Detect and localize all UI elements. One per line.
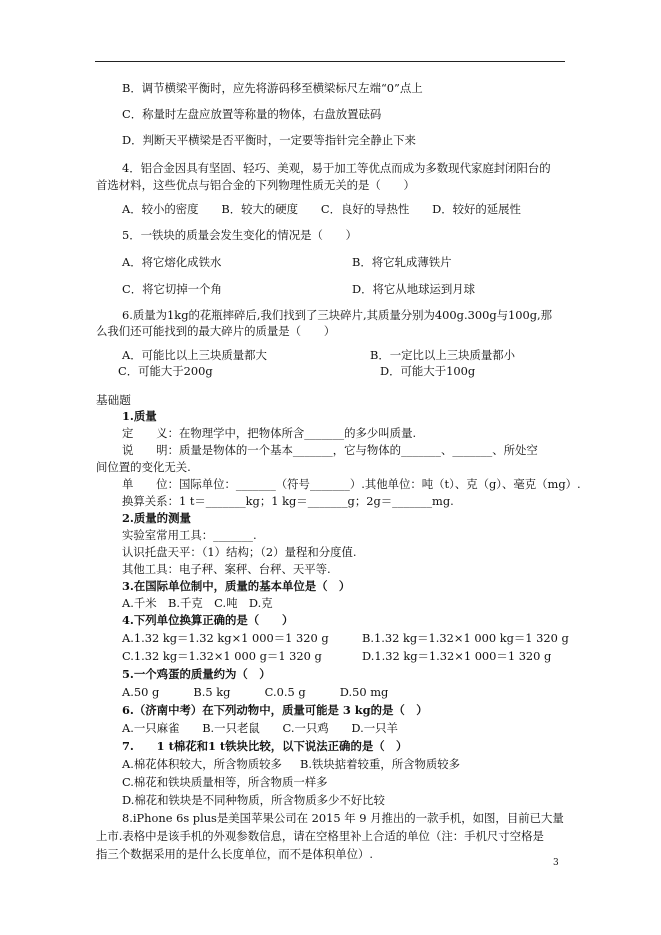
question-4-line1: 4．铝合金因具有坚固、轻巧、美观，易于加工等优点而成为多数现代家庭封闭阳台的 <box>122 161 551 175</box>
choice-b4d: D.1.32 kg＝1.32×1 000＝1 320 g <box>362 649 552 663</box>
question-b8-line1: 8.iPhone 6s plus是美国苹果公司在 2015 年 9 月推出的一款手机，如图，目前已大量 <box>122 811 564 825</box>
choice-5c: C．将它切掉一个角 <box>122 282 222 296</box>
balance-line: 认识托盘天平：（1）结构；（2）量程和分度值. <box>122 545 357 559</box>
choice-5b: B．将它轧成薄铁片 <box>352 255 452 269</box>
choice-6a: A．可能比以上三块质量都大 <box>122 348 267 362</box>
question-b6: 6.（济南中考）在下列动物中，质量可能是 3 kg的是（ ） <box>122 703 428 717</box>
choice-5a: A．将它熔化成铁水 <box>122 255 222 269</box>
choice-b7b: B.铁块掂着较重，所含物质较多 <box>300 757 461 771</box>
question-4-line2: 首选材料，这些优点与铝合金的下列物理性质无关的是（ ） <box>96 178 415 192</box>
choice-6c: C．可能大于200g <box>118 364 213 378</box>
choice-b4c: C.1.32 kg＝1.32×1 000 g＝1 320 g <box>122 649 322 663</box>
question-b5: 5.一个鸡蛋的质量约为（ ） <box>122 667 271 681</box>
question-b7: 7. 1 t棉花和1 t铁块比较，以下说法正确的是（ ） <box>122 739 408 753</box>
header-rule <box>95 61 565 62</box>
topic-2-heading: 2.质量的测量 <box>122 511 191 525</box>
choice-3c: C．称量时左盘应放置等称量的物体，右盘放置砝码 <box>122 107 382 121</box>
explanation-line1: 说 明：质量是物体的一个基本_______，它与物体的_______、_______、所处空 <box>122 443 538 457</box>
choice-6b: B．一定比以上三块质量都小 <box>370 348 516 362</box>
explanation-line2: 间位置的变化无关. <box>96 460 191 474</box>
choice-b7c: C.棉花和铁块质量相等，所含物质一样多 <box>122 775 328 789</box>
question-6-line1: 6.质量为1kg的花瓶摔碎后,我们找到了三块碎片,其质量分别为400g.300g与100g,那 <box>122 308 553 322</box>
section-title: 基础题 <box>96 393 131 407</box>
topic-1-heading: 1.质量 <box>122 409 157 423</box>
other-tools-line: 其他工具：电子秤、案秤、台秤、天平等. <box>122 562 331 576</box>
definition-line: 定 义：在物理学中，把物体所含_______的多少叫质量. <box>122 426 417 440</box>
question-b8-line3: 指三个数据采用的是什么长度单位，而不是体积单位）. <box>96 847 373 861</box>
choice-b4a: A.1.32 kg＝1.32 kg×1 000＝1 320 g <box>122 631 329 645</box>
choice-b7a: A.棉花体积较大，所含物质较多 <box>122 757 282 771</box>
choice-3b: B．调节横梁平衡时，应先将游码移至横梁标尺左端“0”点上 <box>122 81 423 95</box>
question-5: 5．一铁块的质量会发生变化的情况是（ ） <box>122 228 358 242</box>
question-b6-choices: A.一只麻雀 B.一只老鼠 C.一只鸡 D.一只羊 <box>122 721 398 735</box>
unit-line: 单 位：国际单位：_______（符号_______）.其他单位：吨（t）、克（g）、毫克（mg）. <box>122 477 581 491</box>
question-4-choices: A．较小的密度 B．较大的硬度 C．良好的导热性 D．较好的延展性 <box>122 202 521 216</box>
lab-tool-line: 实验室常用工具：_______. <box>122 528 257 542</box>
question-b4: 4.下列单位换算正确的是（ ） <box>122 613 294 627</box>
choice-6d: D．可能大于100g <box>380 364 476 378</box>
choice-b7d: D.棉花和铁块是不同种物质，所含物质多少不好比较 <box>122 793 385 807</box>
conversion-line: 换算关系：1 t＝_______kg；1 kg＝_______g；2g＝_______mg. <box>122 494 454 508</box>
question-b3: 3.在国际单位制中，质量的基本单位是（ ） <box>122 579 351 593</box>
page-number: 3 <box>553 858 559 868</box>
question-b8-line2: 上市.表格中是该手机的外观参数信息，请在空格里补上合适的单位（注：手机尺寸空格是 <box>96 829 544 843</box>
choice-b4b: B.1.32 kg＝1.32×1 000 kg＝1 320 g <box>362 631 569 645</box>
choice-5d: D．将它从地球运到月球 <box>352 282 476 296</box>
question-6-line2: 么我们还可能找到的最大碎片的质量是（ ） <box>96 324 336 338</box>
choice-3d: D．判断天平横梁是否平衡时，一定要等指针完全静止下来 <box>122 133 416 147</box>
question-b5-choices: A.50 g B.5 kg C.0.5 g D.50 mg <box>122 685 389 699</box>
question-b3-choices: A.千米 B.千克 C.吨 D.克 <box>122 596 273 610</box>
